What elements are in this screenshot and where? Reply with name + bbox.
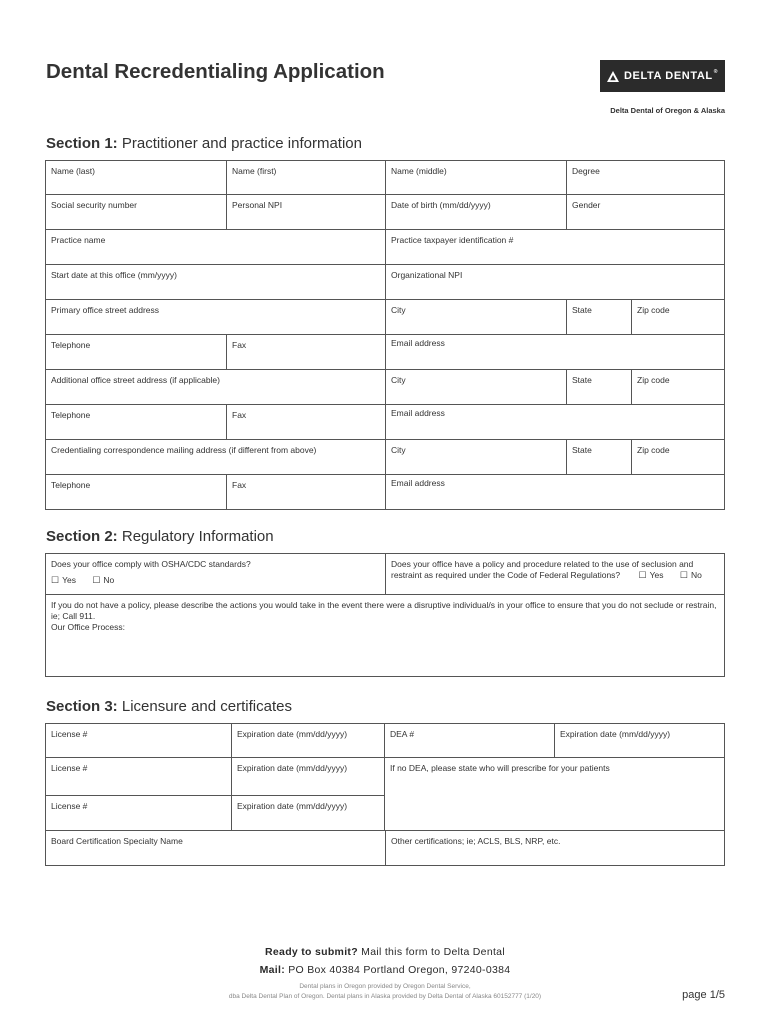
policy-question-cell [386, 554, 724, 594]
state-label: State [572, 305, 592, 315]
fine-print-2: dba Delta Dental Plan of Oregon. Dental plans in Alaska provided by Delta Dental of Alaska 60152777 (1/20) [228, 993, 542, 1000]
additional-zip-field[interactable] [632, 370, 724, 404]
checkbox-icon[interactable]: ☐ [92, 575, 101, 586]
name-last-label: Name (last) [51, 166, 95, 176]
zip-label: Zip code [637, 305, 670, 315]
state-label: State [572, 375, 592, 385]
no-label: No [690, 570, 702, 581]
city-label: City [391, 375, 406, 385]
additional-address-field[interactable] [46, 370, 386, 404]
no-label: No [103, 575, 115, 586]
mail-address-line [0, 964, 770, 976]
section2-name: Regulatory Information [121, 528, 274, 545]
primary-state-field[interactable] [567, 300, 632, 334]
section2-number: Section 2: [46, 528, 118, 545]
other-certs-field[interactable] [386, 831, 724, 865]
telephone-label: Telephone [51, 340, 91, 350]
checkbox-icon[interactable]: ☐ [679, 570, 688, 581]
zip-label: Zip code [637, 445, 670, 455]
name-first-label: Name (first) [232, 166, 277, 176]
registered-mark: ® [713, 69, 718, 75]
primary-fax-field[interactable] [227, 335, 386, 369]
additional-telephone-field[interactable] [46, 405, 227, 439]
no-dea-label: If no DEA, please state who will prescribe for your patients [390, 763, 610, 773]
ssn-field[interactable] [46, 195, 227, 229]
degree-label: Degree [572, 166, 600, 176]
primary-address-label: Primary office street address [51, 305, 160, 315]
primary-city-field[interactable] [386, 300, 567, 334]
telephone-label: Telephone [51, 410, 91, 420]
additional-city-field[interactable] [386, 370, 567, 404]
section2-heading [46, 528, 274, 545]
primary-telephone-field[interactable] [46, 335, 227, 369]
email-label: Email address [391, 338, 445, 348]
name-last-field[interactable] [46, 161, 227, 194]
dea-label: DEA # [390, 729, 415, 739]
page-title: Dental Recredentialing Application [46, 60, 385, 83]
email-label: Email address [391, 478, 445, 488]
no-dea-prescriber-field[interactable] [385, 758, 724, 830]
osha-question: Does your office comply with OSHA/CDC standards? [51, 559, 251, 569]
policy-no-option[interactable] [680, 570, 702, 582]
subbrand-label: Delta Dental of Oregon & Alaska [610, 106, 725, 115]
fax-label: Fax [232, 410, 247, 420]
city-label: City [391, 445, 406, 455]
policy-instructions: If you do not have a policy, please describe the actions you would take in the event there were a disruptive individual/s in your office to ensure that you do not seclude or restrain, ie; Call 911. [51, 600, 717, 622]
city-label: City [391, 305, 406, 315]
mailing-telephone-field[interactable] [46, 475, 227, 509]
dea-expiration-field[interactable] [555, 724, 724, 757]
expiration-label: Expiration date (mm/dd/yyyy) [237, 763, 348, 773]
name-first-field[interactable] [227, 161, 386, 194]
section1-form [45, 160, 725, 510]
additional-fax-field[interactable] [227, 405, 386, 439]
gender-label: Gender [572, 200, 601, 210]
mailing-address-field[interactable] [46, 440, 386, 474]
degree-field[interactable] [567, 161, 724, 194]
mailing-email-field[interactable] [386, 475, 724, 509]
fax-label: Fax [232, 340, 247, 350]
yes-label: Yes [62, 575, 76, 586]
telephone-label: Telephone [51, 480, 91, 490]
checkbox-icon[interactable]: ☐ [638, 570, 647, 581]
email-label: Email address [391, 408, 445, 418]
expiration-label: Expiration date (mm/dd/yyyy) [237, 801, 348, 811]
additional-email-field[interactable] [386, 405, 724, 439]
name-middle-label: Name (middle) [391, 166, 447, 176]
yes-label: Yes [649, 570, 664, 581]
osha-no-option[interactable] [92, 575, 114, 587]
section3-form [45, 723, 725, 866]
mailing-state-field[interactable] [567, 440, 632, 474]
mailing-city-field[interactable] [386, 440, 567, 474]
org-npi-field[interactable] [386, 265, 724, 299]
section3-name: Licensure and certificates [121, 698, 292, 715]
mailing-address-label: Credentialing correspondence mailing address (if different from above) [51, 445, 317, 455]
gender-field[interactable] [567, 195, 724, 229]
section3-heading [46, 698, 292, 715]
practice-name-field[interactable] [46, 230, 386, 264]
start-date-field[interactable] [46, 265, 386, 299]
mail-address: PO Box 40384 Portland Oregon, 97240-0384 [288, 964, 511, 976]
section1-number: Section 1: [46, 135, 118, 152]
other-certs-label: Other certifications; ie; ACLS, BLS, NRP, etc. [391, 836, 561, 846]
state-label: State [572, 445, 592, 455]
osha-yes-option[interactable] [51, 575, 76, 587]
osha-question-cell [46, 554, 386, 594]
org-npi-label: Organizational NPI [391, 270, 463, 280]
license-2-expiration-field[interactable] [232, 758, 385, 795]
delta-triangle-icon [607, 71, 619, 82]
policy-question: Does your office have a policy and procedure related to the use of seclusion and restraint as required under the Code of Federal Regulations? [391, 559, 694, 581]
ssn-label: Social security number [51, 200, 137, 210]
dea-field[interactable] [385, 724, 555, 757]
license-2-field[interactable] [46, 758, 232, 795]
dob-label: Date of birth (mm/dd/yyyy) [391, 200, 491, 210]
zip-label: Zip code [637, 375, 670, 385]
primary-address-field[interactable] [46, 300, 386, 334]
license-1-expiration-field[interactable] [232, 724, 385, 757]
section1-name: Practitioner and practice information [121, 135, 362, 152]
section1-heading [46, 135, 362, 152]
primary-email-field[interactable] [386, 335, 724, 369]
board-cert-label: Board Certification Specialty Name [51, 836, 183, 846]
additional-address-label: Additional office street address (if applicable) [51, 375, 220, 385]
mailing-zip-field[interactable] [632, 440, 724, 474]
name-middle-field[interactable] [386, 161, 567, 194]
license-1-field[interactable] [46, 724, 232, 757]
personal-npi-field[interactable] [227, 195, 386, 229]
mail-label: Mail: [259, 964, 286, 976]
mail-instruction: Mail this form to Delta Dental [361, 946, 505, 958]
expiration-label: Expiration date (mm/dd/yyyy) [560, 729, 671, 739]
office-process-field[interactable] [46, 595, 724, 676]
policy-yes-option[interactable] [639, 570, 664, 582]
fine-print-1: Dental plans in Oregon provided by Oregon Dental Service, [299, 983, 471, 990]
ready-label: Ready to submit? [265, 946, 358, 958]
logo-text: DELTA DENTAL [624, 70, 713, 82]
office-process-label: Our Office Process: [51, 622, 126, 633]
practice-name-label: Practice name [51, 235, 106, 245]
fax-label: Fax [232, 480, 247, 490]
taxpayer-id-label: Practice taxpayer identification # [391, 235, 514, 245]
section3-number: Section 3: [46, 698, 118, 715]
personal-npi-label: Personal NPI [232, 200, 283, 210]
start-date-label: Start date at this office (mm/yyyy) [51, 270, 177, 280]
license-3-field[interactable] [46, 796, 232, 830]
license-label: License # [51, 729, 88, 739]
additional-state-field[interactable] [567, 370, 632, 404]
license-3-expiration-field[interactable] [232, 796, 385, 830]
section2-form [45, 553, 725, 677]
checkbox-icon[interactable]: ☐ [51, 575, 60, 586]
mailing-fax-field[interactable] [227, 475, 386, 509]
ready-to-submit [0, 946, 770, 958]
license-label: License # [51, 763, 88, 773]
dob-field[interactable] [386, 195, 567, 229]
board-cert-field[interactable] [46, 831, 386, 865]
primary-zip-field[interactable] [632, 300, 724, 334]
delta-dental-logo [600, 60, 725, 92]
license-label: License # [51, 801, 88, 811]
expiration-label: Expiration date (mm/dd/yyyy) [237, 729, 348, 739]
page-number: page 1/5 [682, 989, 725, 1001]
taxpayer-id-field[interactable] [386, 230, 724, 264]
